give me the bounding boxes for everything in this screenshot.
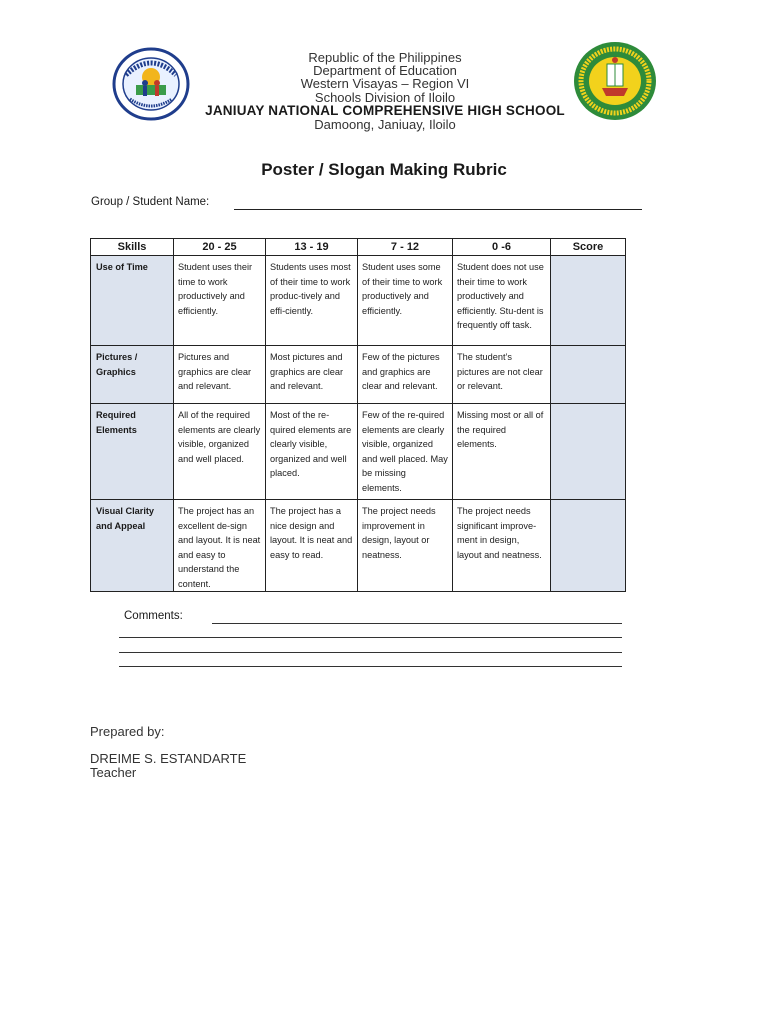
- criteria-cell: All of the required elements are clearly visible, organized and well placed.: [174, 404, 266, 500]
- skill-cell: Pictures / Graphics: [91, 346, 174, 404]
- teacher-name: DREIME S. ESTANDARTE: [90, 751, 247, 766]
- score-cell[interactable]: [551, 256, 626, 346]
- teacher-role: Teacher: [90, 765, 137, 780]
- rubric-table: [90, 238, 626, 592]
- criteria-cell: The project has an excellent de-sign and layout. It is neat and easy to understand the content.: [174, 500, 266, 592]
- comment-line[interactable]: [119, 652, 622, 653]
- header-division: Schools Division of Iloilo: [314, 90, 456, 105]
- criteria-cell: The project needs significant improve-ment in design, layout and neatness.: [453, 500, 551, 592]
- criteria-cell: Pictures and graphics are clear and relevant.: [174, 346, 266, 404]
- header-0-6: 0 -6: [453, 239, 551, 256]
- skill-cell: Use of Time: [91, 256, 174, 346]
- header-school-name: JANIUAY NATIONAL COMPREHENSIVE HIGH SCHOOL: [205, 103, 565, 118]
- header-7-12: 7 - 12: [358, 239, 453, 256]
- rubric-header-row: [91, 239, 626, 256]
- header-score: Score: [551, 239, 626, 256]
- comments-label: Comments:: [124, 610, 183, 622]
- comment-line[interactable]: [119, 637, 622, 638]
- header-department: Department of Education: [313, 63, 457, 78]
- deped-seal-logo: [112, 47, 190, 121]
- header-13-19: 13 - 19: [266, 239, 358, 256]
- skill-cell: Visual Clarity and Appeal: [91, 500, 174, 592]
- criteria-cell: Few of the pictures and graphics are clear and relevant.: [358, 346, 453, 404]
- header-address: Damoong, Janiuay, Iloilo: [314, 117, 456, 132]
- student-name-field[interactable]: [234, 209, 642, 210]
- skill-cell: Required Elements: [91, 404, 174, 500]
- criteria-cell: Few of the re-quired elements are clearly visible, organized and well placed. May be missing elements.: [358, 404, 453, 500]
- table-row: [91, 404, 626, 500]
- criteria-cell: Most pictures and graphics are clear and relevant.: [266, 346, 358, 404]
- criteria-cell: Students uses most of their time to work produc-tively and effi-ciently.: [266, 256, 358, 346]
- criteria-cell: The project has a nice design and layout. It is neat and easy to read.: [266, 500, 358, 592]
- document-title: Poster / Slogan Making Rubric: [261, 160, 507, 179]
- criteria-cell: Most of the re-quired elements are clearly visible, organized and well placed.: [266, 404, 358, 500]
- score-cell[interactable]: [551, 404, 626, 500]
- prepared-by-label: Prepared by:: [90, 724, 165, 739]
- criteria-cell: Student uses their time to work productively and efficiently.: [174, 256, 266, 346]
- header-republic: Republic of the Philippines: [308, 50, 462, 65]
- header-skills: Skills: [91, 239, 174, 256]
- score-cell[interactable]: [551, 500, 626, 592]
- criteria-cell: The student’s pictures are not clear or relevant.: [453, 346, 551, 404]
- score-cell[interactable]: [551, 346, 626, 404]
- comment-line[interactable]: [212, 623, 622, 624]
- header-20-25: 20 - 25: [174, 239, 266, 256]
- comment-line[interactable]: [119, 666, 622, 667]
- student-name-label: Group / Student Name:: [91, 196, 210, 208]
- table-row: [91, 500, 626, 592]
- table-row: [91, 256, 626, 346]
- criteria-cell: The project needs improvement in design, layout or neatness.: [358, 500, 453, 592]
- table-row: [91, 346, 626, 404]
- criteria-cell: Missing most or all of the required elements.: [453, 404, 551, 500]
- criteria-cell: Student uses some of their time to work productively and efficiently.: [358, 256, 453, 346]
- criteria-cell: Student does not use their time to work productively and efficiently. Stu-dent is frequently off task.: [453, 256, 551, 346]
- header-region: Western Visayas – Region VI: [300, 76, 470, 91]
